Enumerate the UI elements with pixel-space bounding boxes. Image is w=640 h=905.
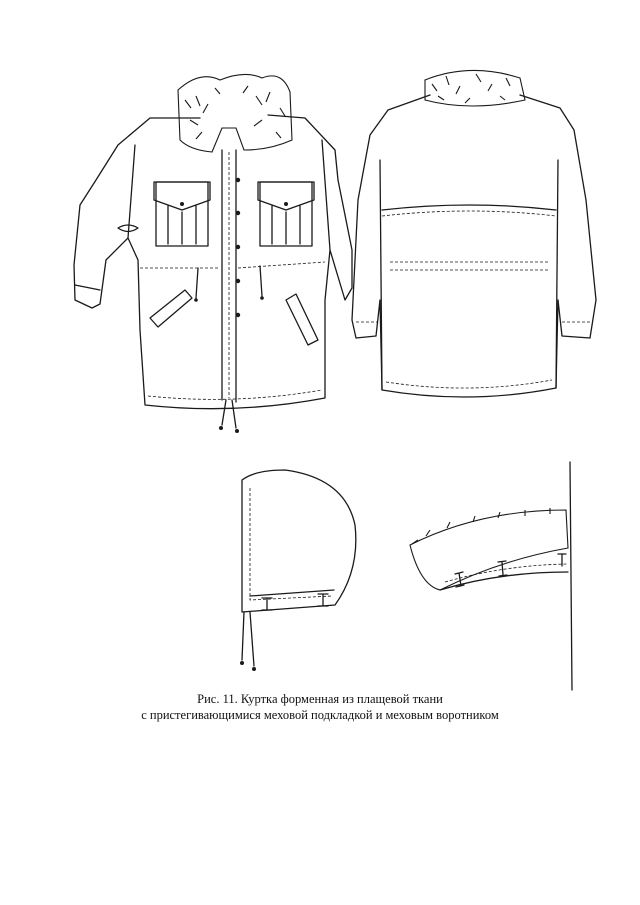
right-chest-pocket bbox=[258, 182, 314, 246]
figure-caption-line-2: с пристегивающимися меховой подкладкой и меховым воротником bbox=[141, 708, 499, 722]
jacket-front-icon bbox=[74, 74, 352, 433]
cuff-icon bbox=[410, 462, 572, 690]
fur-collar-back bbox=[425, 70, 525, 106]
left-chest-pocket bbox=[154, 182, 210, 246]
hood-icon bbox=[240, 470, 356, 671]
jacket-back-icon bbox=[352, 70, 596, 397]
fur-collar-front bbox=[178, 74, 292, 152]
figure-caption-line-1: Рис. 11. Куртка форменная из плащевой ткани bbox=[197, 692, 443, 706]
